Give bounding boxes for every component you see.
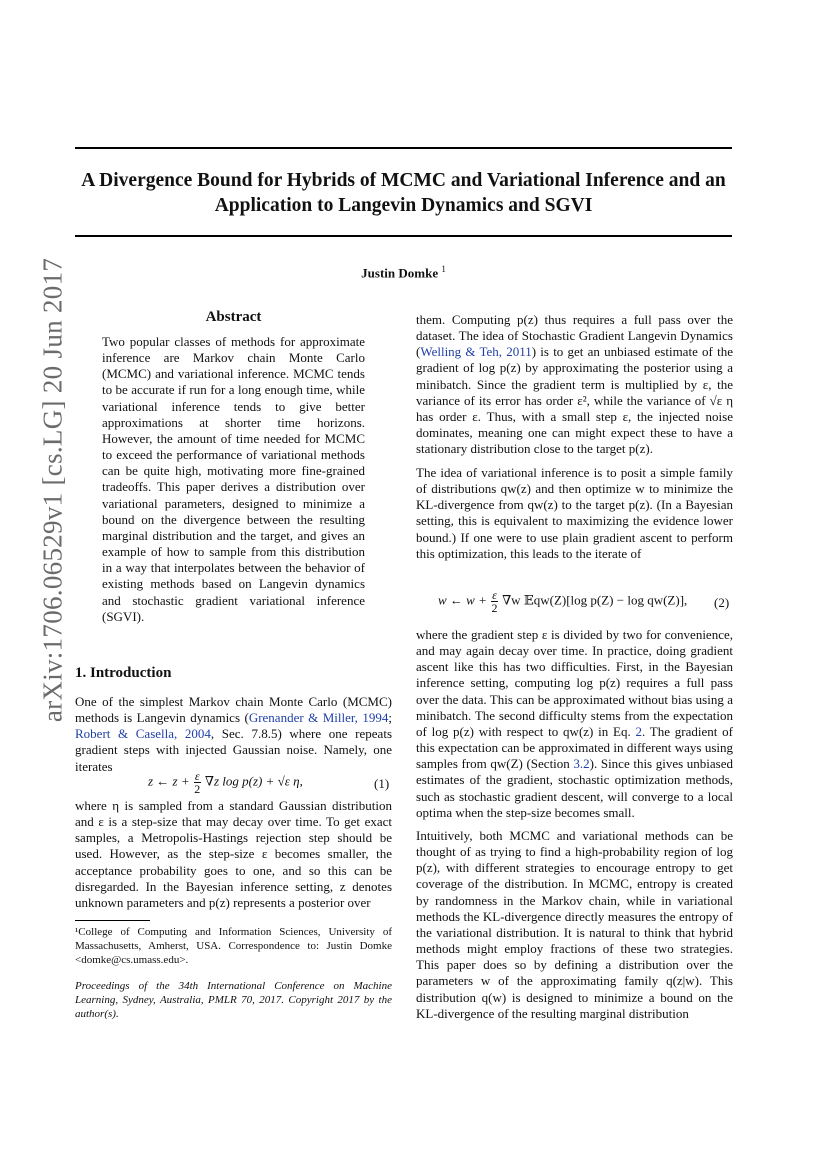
right-text: . The gradient of this expectation can be approximated in different ways using samples from qw(Z) (Section	[416, 723, 733, 772]
title-line-2: Application to Langevin Dynamics and SGVI	[214, 195, 593, 216]
fraction-denominator: 2	[491, 601, 498, 615]
proceedings-note	[75, 979, 392, 1021]
right-paragraph-1	[416, 312, 733, 457]
citation-link[interactable]: Grenander & Miller, 1994	[248, 710, 389, 726]
intro-paragraph-2: where η is sampled from a standard Gaussian distribution and ε is a step-size that may decay over time. To get exact samples, a Metropolis-Hastings rejection step should be used. However, as the step-size ε becomes smaller, the acceptance probability goes to one, and so this can be disregarded. In the Bayesian inference setting, z denotes unknown parameters and p(z) represents a posterior over	[75, 798, 392, 910]
equation-2-label: (2)	[714, 595, 730, 610]
fraction-numerator: ε	[194, 769, 200, 783]
equation-ref-link[interactable]: 2	[635, 723, 643, 739]
author-name: Justin Domke	[361, 265, 439, 281]
proceedings-text: Proceedings of the 34th International Conference on Machine Learning, Sydney, Australia, PMLR 70, 2017. Copyright 2017 by the author(s).	[75, 980, 392, 1020]
top-rule	[75, 147, 732, 149]
equation-lhs: w ← w +	[438, 592, 487, 608]
fraction-numerator: ε	[492, 588, 497, 602]
right-text: where the gradient step ε is divided by two for convenience, and may again decay over time. In practice, doing gradient ascent like this has two difficulties. First, in the Bayesian inference setting, computing log p(z) requires a full pass over the data. This can be approximated without bias using a minibatch. The second difficulty stems from the expectation of log p(z) with respect to qw(z) in Eq.	[416, 627, 733, 739]
right-text: ) is to get an unbiased estimate of the gradient of log p(z) by approximating the posterior using a minibatch. Since the gradient term is multiplied by ε, the variance of its error has order ε², while the variance of √ε η has order ε. Thus, with a small step ε, the injected noise dominates, meaning one can might expect these to have a stationary distribution close to the target p(z).	[416, 344, 733, 457]
section-ref-link[interactable]: 3.2	[573, 756, 590, 772]
equation-2	[438, 589, 687, 614]
abstract-heading: Abstract	[205, 309, 262, 325]
section-heading-introduction: 1. Introduction	[75, 665, 172, 681]
title-line-1: A Divergence Bound for Hybrids of MCMC and Variational Inference and an	[81, 170, 726, 191]
equation-rhs: ∇w 𝔼qw(Z)[log p(Z) − log qw(Z)],	[502, 592, 688, 608]
right-text: them. Computing p(z) thus requires a full pass over the dataset. The idea of Stochastic Gradient Langevin Dynamics (	[416, 312, 733, 360]
author-line	[75, 264, 732, 281]
intro-text: ;	[388, 710, 393, 726]
equation-lhs: z ← z +	[148, 773, 190, 789]
equation-1	[148, 770, 303, 795]
arxiv-side-stamp: arXiv:1706.06529v1 [cs.LG] 20 Jun 2017	[37, 257, 68, 723]
footnote-rule	[75, 920, 150, 921]
citation-link[interactable]: Robert & Casella, 2004	[75, 726, 211, 742]
bottom-rule	[75, 235, 732, 237]
abstract-text: Two popular classes of methods for approximate inference are Markov chain Monte Carlo (MCMC) and variational inference. MCMC tends to be accurate if run for a long enough time, while variational inference tends to give better approximations at shorter time horizons. However, the amount of time needed for MCMC to exceed the performance of variational methods can be quite high, motivating more fine-grained tradeoffs. This paper derives a distribution over variational parameters, designed to minimize a bound on the divergence between the resulting marginal distribution and the target, and gives an example of how to sample from this distribution in a way that interpolates between the behavior of existing methods based on Langevin dynamics and stochastic gradient variational inference (SGVI).	[102, 334, 365, 624]
paper-title	[75, 168, 732, 218]
equation-1-label: (1)	[374, 776, 390, 791]
intro-text: One of the simplest Markov chain Monte Carlo (MCMC) methods is Langevin dynamics (	[75, 694, 392, 726]
right-paragraph-4: Intuitively, both MCMC and variational methods can be thought of as trying to find a high-probability region of log p(z), with different strategies to encourage entropy to get coverage of the distribution. In MCMC, entropy is created by randomness in the Markov chain, while in variational methods the KL-divergence directly measures the entropy of the variational distribution. It is natural to think that hybrid methods might employ fractions of these two strategies. This paper does so by defining a distribution over the parameters w of the approximating family q(z|w). This distribution q(w) is designed to minimize a bound on the KL-divergence of the resulting marginal distribution	[416, 828, 733, 1021]
intro-text: , Sec. 7.8.5) where one repeats gradient steps with injected Gaussian noise. Namely, one iterates	[75, 726, 392, 774]
intro-paragraph-1	[75, 694, 392, 775]
equation-fraction	[491, 589, 498, 614]
right-paragraph-3	[416, 627, 733, 821]
fraction-denominator: 2	[194, 782, 201, 796]
equation-rhs: ∇z log p(z) + √ε η,	[204, 773, 303, 789]
footnote: ¹College of Computing and Information Sciences, University of Massachusetts, Amherst, USA. Correspondence to: Justin Domke <domke@cs.umass.edu>.	[75, 926, 392, 966]
right-text: ). Since this gives unbiased estimates of the gradient, stochastic optimization methods, such as stochastic gradient descent, will converge to a local optima when the step-size becomes small.	[416, 756, 733, 820]
equation-fraction	[194, 770, 201, 795]
citation-link[interactable]: Welling & Teh, 2011	[420, 344, 532, 360]
author-affiliation-mark: 1	[441, 264, 446, 274]
right-paragraph-2: The idea of variational inference is to posit a simple family of distributions qw(z) and then optimize w to minimize the KL-divergence from qw(z) to the target p(z). (In a Bayesian setting, this is equivalent to maximizing the evidence lower bound.) If one were to use plain gradient ascent to perform this optimization, this leads to the iterate of	[416, 465, 733, 561]
